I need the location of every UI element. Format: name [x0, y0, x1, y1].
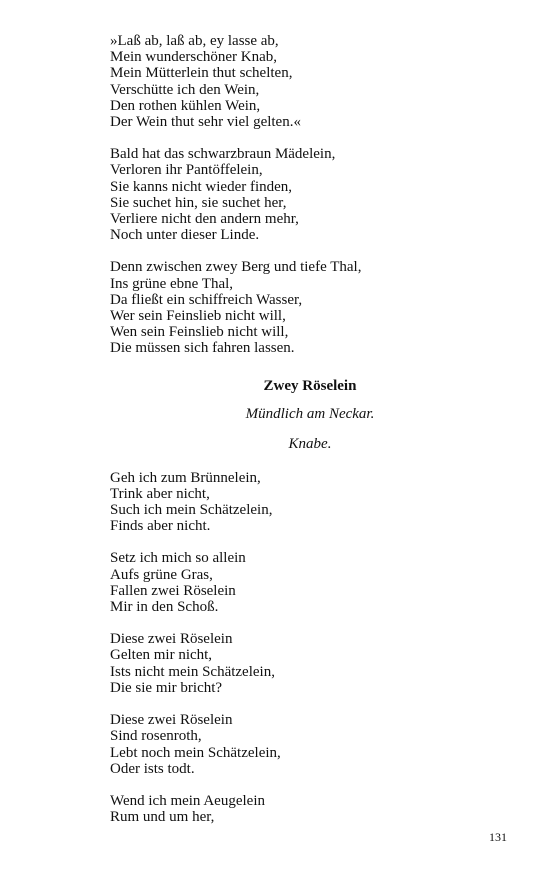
verse-line: Verloren ihr Pantöffelein,: [110, 162, 263, 179]
verse-line: Gelten mir nicht,: [110, 647, 213, 664]
verse-line: Ists nicht mein Schätzelein,: [110, 663, 275, 680]
verse-line: Den rothen kühlen Wein,: [110, 97, 261, 114]
stanza: [110, 146, 510, 243]
verse-line: Lebt noch mein Schätzelein,: [110, 744, 281, 761]
verse-line: Verschütte ich den Wein,: [110, 81, 260, 98]
stanza: [110, 33, 510, 130]
verse-line: Sie suchet hin, sie suchet her,: [110, 194, 287, 211]
verse-line: Bald hat das schwarzbraun Mädelein,: [110, 146, 336, 163]
verse-line: Finds aber nicht.: [110, 518, 211, 535]
verse-line: Mein Mütterlein thut schelten,: [110, 65, 293, 82]
verse-line: Oder ists todt.: [110, 760, 195, 777]
verse-line: Verliere nicht den andern mehr,: [110, 211, 299, 228]
verse-line: Rum und um her,: [110, 809, 215, 826]
page-content: [110, 33, 510, 825]
verse-line: »Laß ab, laß ab, ey lasse ab,: [110, 33, 279, 49]
verse-line: Such ich mein Schätzelein,: [110, 502, 273, 519]
verse-line: Wen sein Feinslieb nicht will,: [110, 324, 289, 341]
verse-line: Noch unter dieser Linde.: [110, 227, 260, 244]
verse-line: Sie kanns nicht wieder finden,: [110, 178, 293, 195]
verse-line: Mir in den Schoß.: [110, 599, 219, 616]
verse-line: Die sie mir bricht?: [110, 679, 223, 696]
poem-subtitle: Mündlich am Neckar.: [245, 405, 375, 422]
verse-line: Aufs grüne Gras,: [110, 566, 213, 583]
stanza: [110, 259, 510, 356]
verse-line: Sind rosenroth,: [110, 728, 202, 745]
verse-line: Trink aber nicht,: [110, 485, 210, 502]
stanza: [110, 712, 510, 777]
verse-line: Wend ich mein Aeugelein: [110, 792, 265, 809]
verse-line: Der Wein thut sehr viel gelten.«: [110, 114, 301, 131]
stanza: [110, 550, 510, 615]
stanza: [110, 793, 510, 825]
stanza: [110, 470, 510, 535]
verse-line: Diese zwei Röselein: [110, 631, 233, 648]
verse-line: Diese zwei Röselein: [110, 712, 233, 729]
verse-line: Geh ich zum Brünnelein,: [110, 469, 261, 486]
verse-line: Setz ich mich so allein: [110, 550, 246, 567]
verse-line: Da fließt ein schiffreich Wasser,: [110, 291, 303, 308]
verse-line: Ins grüne ebne Thal,: [110, 275, 234, 292]
page-number: 131: [489, 830, 507, 844]
verse-line: Denn zwischen zwey Berg und tiefe Thal,: [110, 259, 362, 276]
poem-speaker: Knabe.: [288, 435, 332, 452]
verse-line: Wer sein Feinslieb nicht will,: [110, 308, 286, 325]
poem-title: Zwey Röselein: [263, 377, 357, 394]
stanza: [110, 631, 510, 696]
verse-line: Die müssen sich fahren lassen.: [110, 340, 295, 357]
verse-line: Mein wunderschöner Knab,: [110, 49, 278, 66]
verse-line: Fallen zwei Röselein: [110, 582, 236, 599]
